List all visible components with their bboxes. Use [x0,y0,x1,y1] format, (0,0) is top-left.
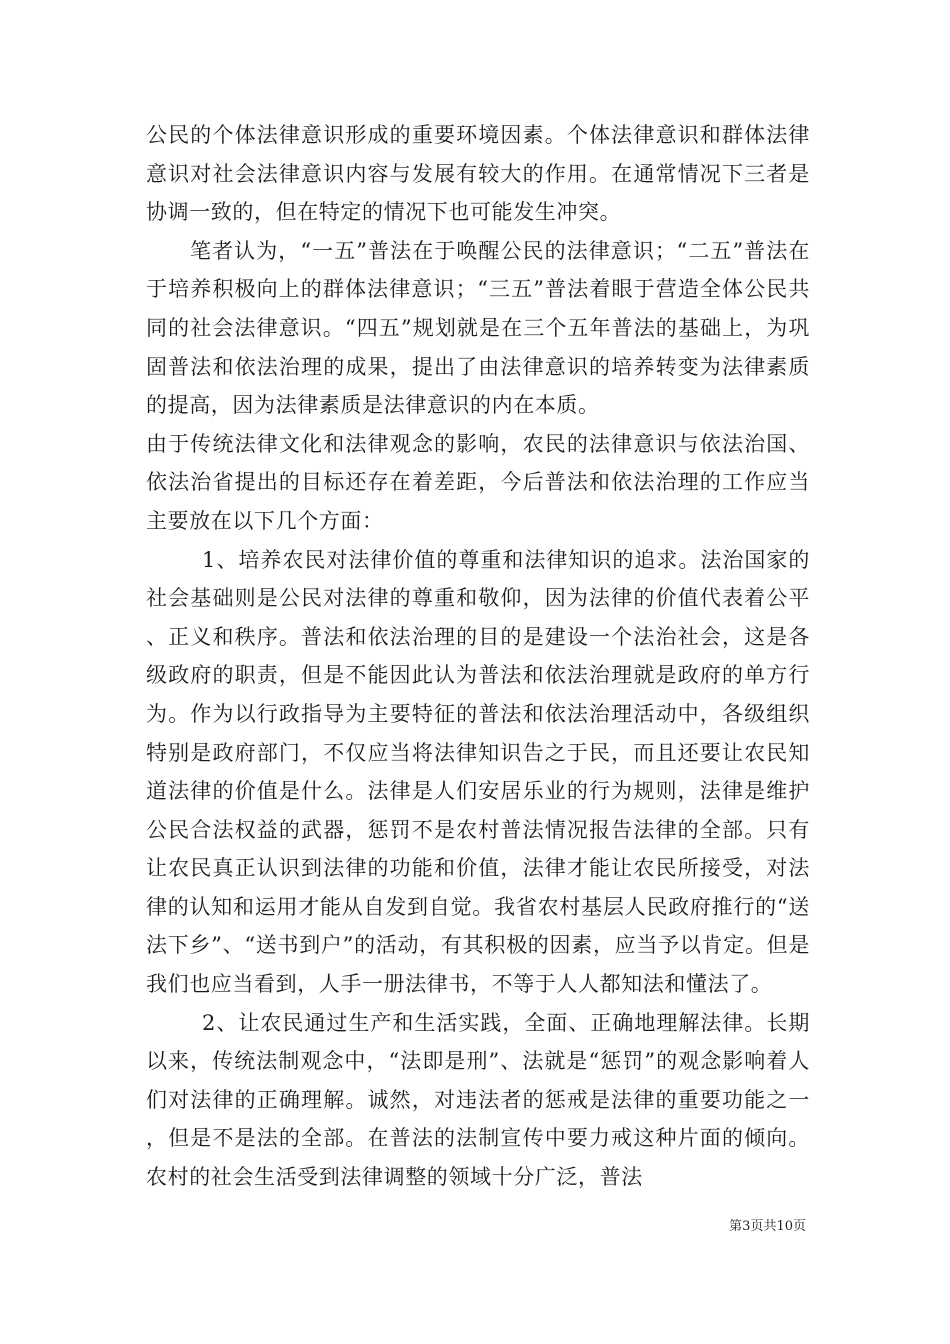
paragraph-gap-intro: 由于传统法律文化和法律观念的影响，农民的法律意识与依法治国、依法治省提出的目标还存在着差距，今后普法和依法治理的工作应当主要放在以下几个方面： [146,431,810,533]
paragraph-author-view: 笔者认为，“一五”普法在于唤醒公民的法律意识；“二五”普法在于培养积极向上的群体法律意识；“三五”普法着眼于营造全体公民共同的社会法律意识。“四五”规划就是在三个五年普法的基础上，为巩固普法和依法治理的成果，提出了由法律意识的培养转变为法律素质的提高，因为法律素质是法律意识的内在本质。 [146,238,810,418]
paragraph-point-2: 2、让农民通过生产和生活实践，全面、正确地理解法律。长期以来，传统法制观念中，“法即是刑”、法就是“惩罚”的观念影响着人们对法律的正确理解。诚然，对违法者的惩戒是法律的重要功能之一，但是不是法的全部。在普法的法制宣传中要力戒这种片面的倾向。农村的社会生活受到法律调整的领域十分广泛，普法 [146,1010,810,1190]
paragraph-continuation: 公民的个体法律意识形成的重要环境因素。个体法律意识和群体法律意识对社会法律意识内容与发展有较大的作用。在通常情况下三者是协调一致的，但在特定的情况下也可能发生冲突。 [146,123,810,225]
body-text [146,116,810,1197]
page-number-footer: 第3页共10页 [729,1219,806,1234]
paragraph-point-1: 1、培养农民对法律价值的尊重和法律知识的追求。法治国家的社会基础则是公民对法律的尊重和敬仰，因为法律的价值代表着公平、正义和秩序。普法和依法治理的目的是建设一个法治社会，这是各级政府的职责，但是不能因此认为普法和依法治理就是政府的单方行为。作为以行政指导为主要特征的普法和依法治理活动中，各级组织特别是政府部门，不仅应当将法律知识告之于民，而且还要让农民知道法律的价值是什么。法律是人们安居乐业的行为规则，法律是维护公民合法权益的武器，惩罚不是农村普法情况报告法律的全部。只有让农民真正认识到法律的功能和价值，法律才能让农民所接受，对法律的认知和运用才能从自发到自觉。我省农村基层人民政府推行的“送法下乡”、“送书到户”的活动，有其积极的因素，应当予以肯定。但是我们也应当看到，人手一册法律书，不等于人人都知法和懂法了。 [146,547,810,997]
